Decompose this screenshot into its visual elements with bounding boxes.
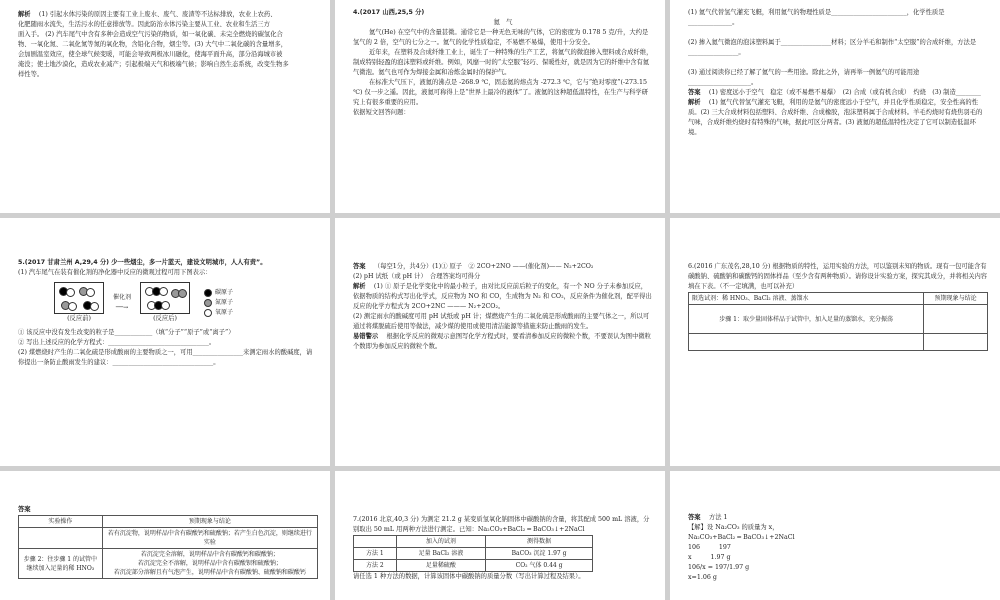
table-header: 预期现象与结论: [102, 516, 317, 528]
legend: 碳原子 氮原子 氧原子: [204, 288, 233, 318]
table-row: [689, 305, 988, 334]
table-header: 测得数据: [486, 536, 593, 548]
solution-line: 【解】设 Na₂CO₃ 的质量为 x，: [688, 524, 779, 531]
question-sub: (1) 汽车尾气在装有催化剂的净化器中反应的微观过程可用下图表示：: [18, 269, 212, 276]
answer-label: 答案: [688, 514, 701, 521]
table-cell: 足量 BaCl₂ 溶液: [396, 548, 485, 560]
table-header: 实验操作: [19, 516, 103, 528]
analysis-label: 解析: [688, 99, 701, 106]
article-title: 氦 气: [493, 19, 513, 26]
page-tile-2: [335, 0, 665, 213]
page-tile-5: [335, 218, 665, 466]
table-cell: [924, 334, 988, 351]
solution-line: 106 197: [688, 544, 731, 551]
analysis-paragraph-2: (2) 测定雨水的酸碱度可用 pH 试纸或 pH 计；煤燃烧产生的二氧化硫是形成酸雨的主要气体之一，所以可通过将煤脱硫后使用等做法，减少煤的使用或使用清洁能源等措施来防止酸雨的发生。: [353, 313, 650, 330]
analysis-label: 解析: [353, 283, 366, 290]
answer-label: 答案: [18, 506, 31, 513]
after-box: [140, 282, 190, 314]
analysis-label: 解析: [18, 11, 31, 18]
table-header: 加入的试剂: [396, 536, 485, 548]
solution-line: x 1.97 g: [688, 554, 731, 561]
carbon-atom-icon: [204, 289, 212, 297]
answer-paragraph: [688, 513, 988, 523]
method-table: [353, 535, 593, 572]
table-row: [354, 536, 593, 548]
before-box: [54, 282, 104, 314]
arrow-label: 催化剂: [112, 294, 131, 301]
page-tile-3: [670, 0, 1000, 213]
page-tile-4: [0, 218, 330, 466]
table-cell: 若沉淀完全溶解，说明样品中含有碳酸钙和碳酸钠； 若沉淀完全不溶解，说明样品中含有碳酸钡和硫酸钠； 若沉淀部分溶解且有气泡产生，说明样品中含有碳酸钠、硫酸钠和碳酸钙: [102, 549, 317, 579]
article-paragraph: 氦气(He) 在空气中的含量甚微。通常它是一种无色无味的气体，它的密度为 0.178 5 克/升，大约是氢气的 2 倍，空气的七分之一。氦气的化学性质稳定，不易燃不易爆，使用十分安全。: [353, 29, 649, 46]
page-tile-9: [670, 471, 1000, 600]
question-stem: 5.(2017 甘肃兰州 A,29,4 分) 少一些烟尘，多一片蓝天，建设文明城市，人人有责”。: [18, 259, 267, 266]
article-paragraph: 在标准大气压下，液氦的沸点是 -268.9 ℃，固态氦的熔点为 -272.3 ℃，它与“绝对零度”(-273.15 ℃) 仅一步之遥。因此，液氦可称得上是“世界上最冷的液体”了。液氦的这种超低温特性，在生产与科学研究上有很多重要的应用。: [353, 79, 649, 106]
table-header: 预期现象与结论: [924, 293, 988, 305]
article-footer: 依据短文回答问题：: [353, 109, 410, 116]
solution-line: 106/x = 197/1.97 g: [688, 564, 750, 571]
table-cell: 步骤 1：取少量固体样品于试管中，加入足量的蒸馏水，充分振荡: [689, 305, 924, 334]
answer-label: 答案: [353, 263, 366, 270]
page-tile-7: [0, 471, 330, 600]
solution-line: Na₂CO₃+BaCl₂ ═ BaCO₃↓+2NaCl: [688, 534, 795, 541]
oxygen-atom-icon: [204, 309, 212, 317]
page-tile-8: [335, 471, 665, 600]
after-label: (反应后): [153, 315, 177, 322]
answer-label: 答案: [688, 89, 701, 96]
question-1: ① 该反应中没有发生改变的粒子是____________（填“分子”“原子”或“离子”）: [18, 329, 235, 336]
table-cell: [924, 305, 988, 334]
question-3: (3) 通过阅读你已经了解了氦气的一些用途。除此之外，请再举一例氦气的可能用途____________________。: [688, 69, 920, 86]
analysis-line: 淹没；使土地沙漠化，造成农业减产；引起极端天气和极端气候；影响自然生态系统，改变生物多: [18, 61, 289, 68]
answer-paragraph: 答案 (1) 密度远小于空气 稳定（或不易燃不易爆） (2) 合成（或有机合成） 灼烧 (3) 制造________: [688, 89, 981, 96]
answer-table: [18, 515, 318, 579]
table-cell: CO₂ 气体 0.44 g: [486, 560, 593, 572]
reaction-arrow: 催化剂 ──→: [104, 293, 140, 313]
table-row: [19, 528, 318, 549]
tip-paragraph: 易错警示 根据化学反应的微观示意图写化学方程式时，要看清参加反应的微粒个数，不要误认为图中微粒个数即为参加反应的微粒个数。: [353, 333, 651, 350]
question-3: (2) 煤燃烧时产生的二氧化硫是形成酸雨的主要物质之一，可用________________来测定雨水的酸碱度，请你提出一条防止酸雨发生的建议：________________________________。: [18, 349, 313, 366]
analysis-line: 化肥随雨水流失，生活污水的任意排放等。因此防治水体污染主要从工业、农业和生活三方: [18, 21, 270, 28]
table-cell: 若有沉淀物，说明样品中含有碳酸钙和硫酸钠；若产生白色沉淀，则继续进行实验: [102, 528, 317, 549]
answer-line-2: (2) pH 试纸（或 pH 计） 合理答案均可得分: [353, 273, 481, 280]
table-cell: 步骤 2：往步骤 1 的试管中继续加入足量的稀 HNO₃: [19, 549, 103, 579]
method-label: 方法 1: [708, 514, 728, 521]
analysis-paragraph: 解析 (1) ① 原子是化学变化中的最小粒子，由对比反应前后粒子的变化，有一个 NO 分子未参加反应，依据物质的结构式写出化学式，反应物为 NO 和 CO，生成物为 N₂ 和 CO₂，反应条件为催化剂，配平得出反应的化学方程式为 2CO+2NC ——— N₂+2CO₂。: [353, 283, 652, 310]
table-header: [354, 536, 397, 548]
page-tile-6: [670, 218, 1000, 466]
table-cell: 方法 1: [354, 548, 397, 560]
nitrogen-atom-icon: [204, 299, 212, 307]
table-row: [19, 516, 318, 528]
tip-label: 易错警示: [353, 333, 379, 340]
table-cell: [689, 334, 924, 351]
reaction-diagram: [54, 282, 318, 324]
question-2: ② 写出上述反应的化学方程式：________________________________。: [18, 339, 216, 346]
question-stem: 7.(2016 北京,40,3 分) 为测定 21.2 g 某变质氢氧化钠固体中碳酸钠的含量，将其配成 500 mL 溶液，分别取出 50 mL 用两种方法进行测定。已知：Na₂CO₃+BaCl₂ ═ BaCO₃↓+2NaCl: [353, 516, 650, 533]
table-row: [354, 560, 593, 572]
analysis-paragraph: 解析 (1) 氦气代替氢气灌充飞艇，利用的是氦气的密度远小于空气，并且化学性质稳定，安全性高的性质。(2) 三大合成材料包括塑料、合成纤维、合成橡胶，泡沫塑料属于合成材料。羊毛灼烧时有烧焦羽毛的气味，合成纤维灼烧时有特殊的气味，据此可区分两者。(3) 液氦的超低温特性决定了它可以制造低温环境。: [688, 99, 983, 136]
article-paragraph: 近年来，在塑料及合成纤维工业上，诞生了一种特殊的生产工艺，将氦气的微泡掺入塑料或合成纤维，制成特别轻盈的泡沫塑料或纤维。例如，风靡一时的“太空服”轻巧、保暖性好，就是因为它的纤维中含有氦气微泡。氦气也可作为焊接金属和冶炼金属时的保护气。: [353, 49, 653, 76]
question-2: (2) 掺入氦气微泡的泡沫塑料属于________________材料；区分羊毛和制作“太空服”的合成纤维，方法是________________。: [688, 39, 977, 56]
question-source: 4.(2017 山西,25,5 分): [353, 9, 425, 16]
question-footer: 请任选 1 种方法的数据，计算该固体中碳酸钠的质量分数（写出计算过程及结果）。: [353, 573, 585, 580]
table-cell: BaCO₃ 沉淀 1.97 g: [486, 548, 593, 560]
analysis-paragraph: 解析 (1) 引起水体污染的原因主要有工业上废水、废气、废渣等不达标排放，农业上农药、: [18, 11, 277, 18]
analysis-line: 会加剧温室效应，使全球气候变暖，可能会导致两极冰川融化，使海平面升高，部分沿海城市被: [18, 51, 283, 58]
page-tile-1: [0, 0, 330, 213]
analysis-line: 面入手。 (2) 汽车尾气中含有多种会造成空气污染的物质，如一氧化碳、未完全燃烧的碳氢化合: [18, 31, 283, 38]
table-row: [19, 549, 318, 579]
table-cell: 足量稀硫酸: [396, 560, 485, 572]
table-cell: 方法 2: [354, 560, 397, 572]
question-stem: 6.(2016 广东茂名,28,10 分) 根据物质的特性，运用实验的方法，可以鉴别未知的物质。现有一包可能含有碳酸钠、硫酸钠和碳酸钙的固体样品（至少含有两种物质）。请你设计实验方案，探究其成分，并将相关内容填在下表。（不一定填满，也可以补充）: [688, 263, 988, 290]
analysis-line: 样性等。: [18, 71, 44, 78]
table-cell: [19, 528, 103, 549]
reagent-cell: 限选试剂：稀 HNO₃、BaCl₂ 溶液、蒸馏水: [689, 293, 924, 305]
analysis-line: 物、一氧化氮、二氧化氮等氮的氧化物，含铅化合物，烟尘等。(3) 大气中二氧化碳的含量增多，: [18, 41, 288, 48]
question-1: (1) 氦气代替氢气灌充飞艇，利用氦气的物理性质是________________________，化学性质是______________。: [688, 9, 945, 26]
answer-paragraph: 答案 （每空1分，共4分）(1)① 原子 ② 2CO+2NO ——(催化剂)—— N₂+2CO₂: [353, 263, 594, 270]
solution-line: x=1.06 g: [688, 574, 717, 581]
table-row: [689, 334, 988, 351]
experiment-table: [688, 292, 988, 351]
table-row: [354, 548, 593, 560]
before-label: (反应前): [67, 315, 91, 322]
table-row: [689, 293, 988, 305]
